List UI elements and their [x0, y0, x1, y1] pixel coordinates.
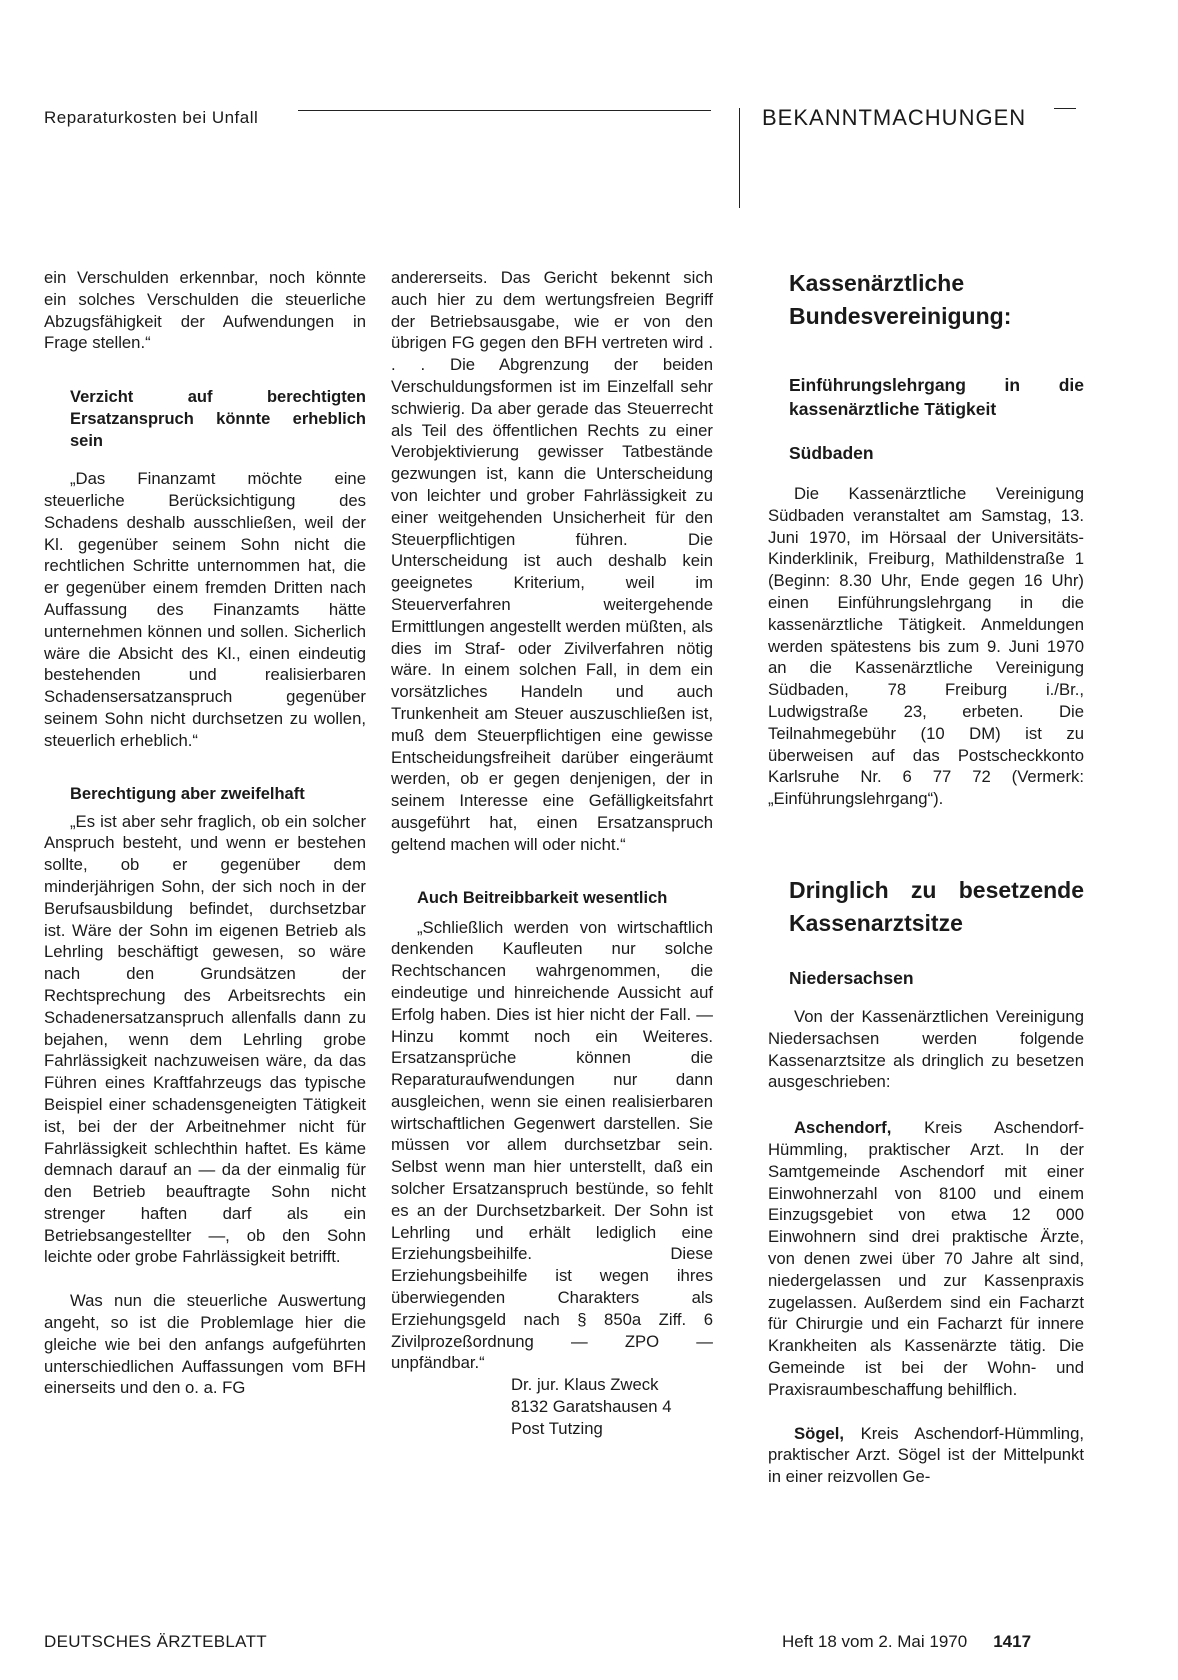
place-soegel: Sögel, [794, 1423, 845, 1443]
aschendorf-text: Kreis Aschendorf-Hümmling, praktischer Arzt. In der Samtgemeinde Aschendorf mit einer Einwohnerzahl von 8100 und einem Einzugsgebiet von etwa 12 000 Einwohnern sind drei praktische Ärzte, von denen zwei über 70 Jahre alt sind, niedergelassen und zur Kassenpraxis zugelassen. Außerdem sind ein Facharzt für Chirurgie und ein Facharzt für innere Krankheiten als Kassenärzte tätig. Die Gemeinde ist bei der Wohn- und Praxisraumbeschaffung behilflich. [768, 1118, 1084, 1399]
col2-subheading-1: Auch Beitreibbarkeit wesentlich [417, 888, 668, 907]
footer-issue-text: Heft 18 vom 2. Mai 1970 [782, 1632, 968, 1651]
column-2 [391, 267, 713, 1440]
col3-paragraph-2: Von der Kassenärztlichen Vereinigung Niedersachsen werden folgende Kassenarztsitze als dringlich zu besetzen ausgeschrieben: [768, 1006, 1084, 1092]
page-number: 1417 [993, 1632, 1032, 1651]
col1-paragraph-3: „Es ist aber sehr fraglich, ob ein solcher Anspruch besteht, und wenn er bestehen sollte, ob er gegenüber dem minderjährigen Sohn, der sich noch in der Berufsausbildung befindet, durchsetzbar ist. Wäre der Sohn im eigenen Betrieb als Lehrling beschäftigt gewesen, so wäre nach den Grundsätzen der Rechtsprechung des Arbeitsrechts ein Schadenersatzanspruch allenfalls dann zu bejahen, wenn dem Lehrling grobe Fahrlässigkeit nachzuweisen wäre, da das Führen eines Kraftfahrzeugs das typische Beispiel einer schadensgeneigten Tätigkeit ist, bei der der Arbeitnehmer nicht für Fahrlässigkeit schlechthin haftet. Es käme demnach darauf an — da der einmalig für den Betrieb beauftragte Sohn nicht strenger haften darf als ein Betriebsangestellter —, ob den Sohn leichte oder grobe Fahrlässigkeit betrifft. [44, 811, 366, 1267]
running-head-right: BEKANNTMACHUNGEN [762, 105, 1027, 130]
col2-paragraph-1: andererseits. Das Gericht bekennt sich auch hier zu dem wertungsfreien Begriff der Betriebsausgabe, wie er von den übrigen FG gegen den BFH vertreten wird . . . Die Abgrenzung der beiden Verschuldungsformen ist im Einzelfall sehr schwierig. Da aber gerade das Steuerrecht als Teil des öffentlichen Rechts zu einer Verobjektivierung gewisser Tatbestände gezwungen ist, kann die Unterscheidung von leichter und grober Fahrlässigkeit zu einer weitgehenden Unsicherheit für den Steuerpflichtigen führen. Die Unterscheidung ist auch deshalb kein geeignetes Kriterium, weil im Steuerverfahren weitergehende Ermittlungen angestellt werden müßten, als dies im Straf- oder Zivilverfahren nötig wäre. In einem solchen Fall, in dem ein vorsätzliches Handeln und auch Trunkenheit am Steuer auszuschließen ist, muß dem Steuerpflichtigen eine gewisse Entscheidungsfreiheit darüber eingeräumt werden, ob er gegen denjenigen, der in seinem Interesse eine Gefälligkeitsfahrt ausgeführt hat, einen Ersatzanspruch geltend machen will oder nicht.“ [391, 268, 713, 854]
col1-subheading-2: Berechtigung aber zweifelhaft [70, 784, 305, 803]
col1-paragraph-4: Was nun die steuerliche Auswertung angeht, so ist die Problemlage hier die gleiche wie bei den anfangs aufgeführten unterschiedlichen Auffassungen vom BFH einerseits und den o. a. FG [44, 1291, 366, 1398]
col2-paragraph-2: „Schließlich werden von wirtschaftlich denkenden Kaufleuten nur solche Rechtschancen wahrgenommen, die eindeutige und hinreichende Aussicht auf Erfolg haben. Dies ist hier nicht der Fall. — Hinzu kommt noch ein Weiteres. Ersatzansprüche können die Reparaturaufwendungen nur dann ausgleichen, wenn sie einen realisierbaren wirtschaftlichen Gegenwert darstellen. Sie müssen vor allem durchsetzbar sein. Selbst wenn man hier unterstellt, daß ein solcher Ersatzanspruch bestünde, so fehlt es an der Durchsetzbarkeit. Der Sohn ist Lehrling und erhält lediglich eine Erziehungsbeihilfe. Diese Erziehungsbeihilfe ist wegen ihres überwiegenden Charakters als Erziehungsgeld nach § 850a Ziff. 6 Zivilprozeßordnung — ZPO — unpfändbar.“ [391, 917, 713, 1373]
column-1 [44, 267, 366, 1399]
section-title-kbv: Kassenärztliche Bundesvereinigung: [789, 270, 1012, 329]
column-3 [768, 267, 1084, 1488]
col3-paragraph-soegel [768, 1423, 1084, 1488]
signature-name: Dr. jur. Klaus Zweck [511, 1375, 659, 1395]
footer-journal-name: DEUTSCHES ÄRZTEBLATT [44, 1632, 267, 1651]
col1-paragraph-2: „Das Finanzamt möchte eine steuerliche Berücksichtigung des Schadens deshalb ausschließen, weil der Kl. gegenüber seinem Sohn nicht die rechtlichen Schritte unternommen hat, die er gegenüber einem fremden Dritten nach Auffassung des Finanzamts hätte unternehmen können und sollen. Sicherlich wäre die Absicht des Kl., einen eindeutig bestehenden und realisierbaren Schadensersatzanspruch gegenüber seinem Sohn nicht durchsetzen zu wollen, steuerlich erheblich.“ [44, 469, 366, 750]
header-divider [739, 108, 740, 208]
signature-address: 8132 Garatshausen 4 [511, 1397, 672, 1417]
col3-paragraph-1: Die Kassenärztliche Vereinigung Südbaden veranstaltet am Samstag, 13. Juni 1970, im Hörsaal der Universitäts-Kinderklinik, Freiburg, Mathildenstraße 1 (Beginn: 8.30 Uhr, Ende gegen 16 Uhr) einen Einführungslehrgang in die kassenärztliche Tätigkeit. Anmeldungen werden spätestens bis zum 9. Juni 1970 an die Kassenärztliche Vereinigung Südbaden, 78 Freiburg i./Br., Ludwigstraße 23, erbeten. Die Teilnahmegebühr (10 DM) ist zu überweisen auf das Postscheckkonto Karlsruhe Nr. 6 77 72 (Vermerk: „Einführungslehrgang“). [768, 484, 1084, 809]
section-subtitle-lehrgang: Einführungslehrgang in die kassenärztliche Tätigkeit [789, 375, 1084, 419]
region-niedersachsen: Niedersachsen [789, 967, 914, 988]
col1-paragraph-1: ein Verschulden erkennbar, noch könnte ein solches Verschulden die steuerliche Abzugsfähigkeit der Aufwendungen in Frage stellen.“ [44, 268, 366, 353]
region-suedbaden: Südbaden [789, 443, 874, 463]
section-title-kassenarztsitze: Dringlich zu besetzende Kassenarztsitze [789, 876, 1084, 936]
soegel-text: Kreis Aschendorf-Hümmling, praktischer Arzt. Sögel ist der Mittelpunkt in einer reizvollen Ge- [768, 1423, 1084, 1487]
footer-issue [782, 1632, 1031, 1652]
signature-post: Post Tutzing [511, 1418, 603, 1438]
col3-paragraph-aschendorf [768, 1117, 1084, 1400]
running-head-left: Reparaturkosten bei Unfall [44, 108, 259, 127]
header-rule-left [298, 110, 711, 111]
header-rule-right [1054, 108, 1076, 109]
col1-subheading-1: Verzicht auf berechtigten Ersatzanspruch könnte erheblich sein [70, 388, 366, 451]
place-aschendorf: Aschendorf, [794, 1118, 892, 1138]
